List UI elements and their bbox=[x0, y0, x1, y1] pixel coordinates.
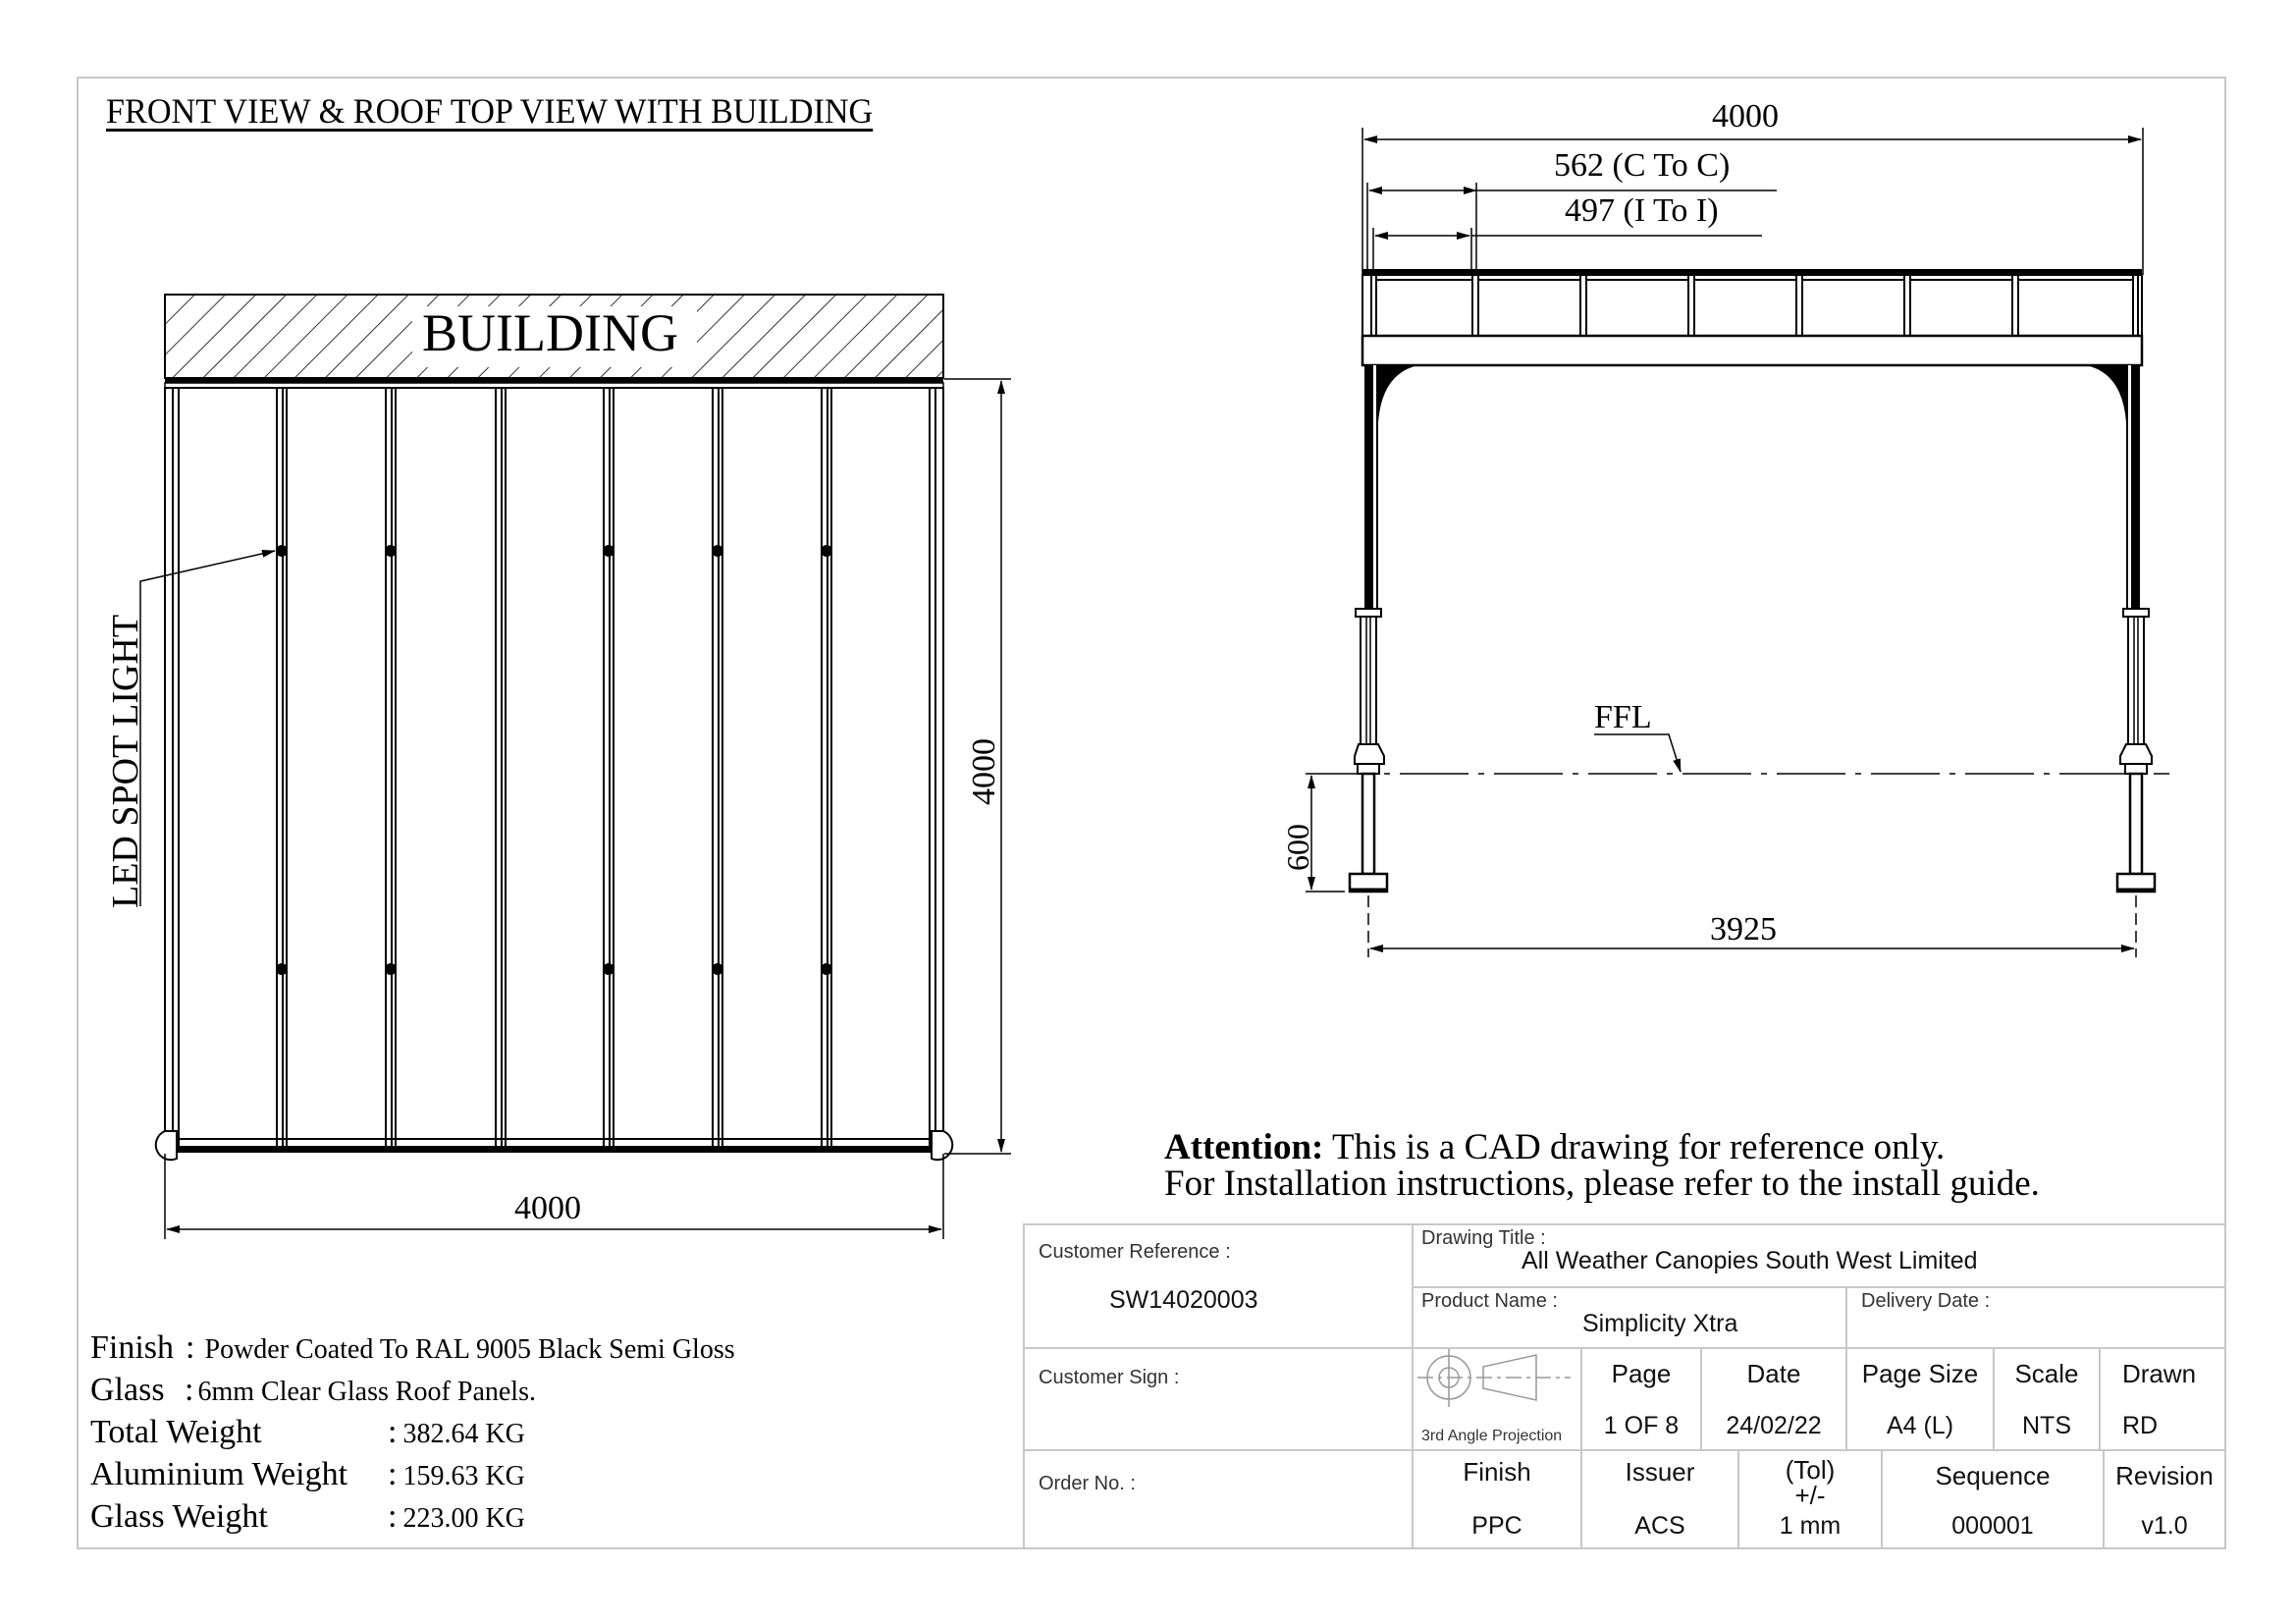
customer-sign-cell bbox=[1025, 1349, 1414, 1451]
glazing-bar bbox=[496, 388, 506, 1147]
page-size-value: A4 (L) bbox=[1886, 1412, 1954, 1439]
title-block bbox=[1023, 1223, 2226, 1549]
left-post bbox=[1350, 365, 1418, 892]
page-value: 1 OF 8 bbox=[1603, 1412, 1680, 1439]
drawing-title-cell bbox=[1414, 1225, 2226, 1288]
issuer-value: ACS bbox=[1634, 1512, 1685, 1540]
customer-reference-cell bbox=[1025, 1225, 1414, 1349]
finish-value: PPC bbox=[1471, 1512, 1522, 1540]
page-cell: Page 1 OF 8 bbox=[1582, 1349, 1702, 1451]
revision-cell: Revision v1.0 bbox=[2105, 1451, 2226, 1549]
spec-total-weight: Total Weight : 382.64 KG bbox=[90, 1414, 525, 1450]
drawn-cell: Drawn RD bbox=[2101, 1349, 2226, 1451]
delivery-date-label: Delivery Date : bbox=[1861, 1290, 1991, 1312]
date-cell: Date 24/02/22 bbox=[1702, 1349, 1847, 1451]
finish-cell: Finish PPC bbox=[1414, 1451, 1582, 1549]
customer-reference-label: Customer Reference : bbox=[1039, 1241, 1231, 1263]
projection-cell bbox=[1414, 1349, 1582, 1451]
c-to-c-dimension-label: 562 (C To C) bbox=[1554, 147, 1731, 184]
i-to-i-dimension-label: 497 (I To I) bbox=[1565, 192, 1719, 229]
gutter-beam bbox=[1362, 336, 2142, 365]
roof-depth-dimension-label: 4000 bbox=[966, 738, 1002, 805]
glazing-bar bbox=[713, 388, 722, 1147]
glazing-bar bbox=[277, 388, 287, 1147]
sheet-title: FRONT VIEW & ROOF TOP VIEW WITH BUILDING bbox=[106, 91, 874, 131]
tolerance-cell: (Tol) +/- 1 mm bbox=[1739, 1451, 1883, 1549]
projection-label: 3rd Angle Projection bbox=[1421, 1428, 1563, 1444]
drawing-title-value: All Weather Canopies South West Limited bbox=[1522, 1247, 1978, 1274]
delivery-date-cell bbox=[1847, 1288, 2226, 1349]
ffl-label: FFL bbox=[1594, 699, 1652, 735]
sequence-value: 000001 bbox=[1951, 1512, 2034, 1540]
glazing-bar bbox=[822, 388, 831, 1147]
tolerance-value: 1 mm bbox=[1779, 1512, 1842, 1540]
drawing-title-label: Drawing Title : bbox=[1421, 1227, 1546, 1249]
spec-glass: Glass : 6mm Clear Glass Roof Panels. bbox=[90, 1372, 536, 1408]
overall-width-dimension-label: 4000 bbox=[1712, 98, 1779, 135]
glazing-bar bbox=[386, 388, 396, 1147]
building-label: BUILDING bbox=[422, 303, 678, 362]
led-leader bbox=[140, 551, 275, 906]
customer-reference-value: SW14020003 bbox=[1109, 1286, 1258, 1314]
roof-width-dimension-label: 4000 bbox=[514, 1190, 581, 1226]
glazing-bar bbox=[604, 388, 614, 1147]
order-no-label: Order No. : bbox=[1039, 1473, 1136, 1494]
product-name-cell bbox=[1414, 1288, 1847, 1349]
glazing-bar bbox=[173, 388, 179, 1147]
order-no-cell bbox=[1025, 1451, 1414, 1549]
drawn-value: RD bbox=[2122, 1412, 2159, 1439]
sequence-cell: Sequence 000001 bbox=[1883, 1451, 2105, 1549]
product-name-label: Product Name : bbox=[1421, 1290, 1558, 1312]
front-view bbox=[1306, 128, 2169, 957]
corner-posts bbox=[156, 1131, 953, 1160]
spec-glass-weight: Glass Weight : 223.00 KG bbox=[90, 1498, 525, 1535]
led-spot-lights bbox=[276, 545, 832, 975]
scale-cell: Scale NTS bbox=[1995, 1349, 2101, 1451]
page-size-cell: Page Size A4 (L) bbox=[1847, 1349, 1995, 1451]
revision-value: v1.0 bbox=[2141, 1512, 2188, 1540]
scale-value: NTS bbox=[2022, 1412, 2071, 1439]
ffl-leader bbox=[1594, 734, 1681, 772]
product-name-value: Simplicity Xtra bbox=[1582, 1310, 1738, 1337]
spec-notes bbox=[90, 1327, 735, 1539]
spec-aluminium-weight: Aluminium Weight : 159.63 KG bbox=[90, 1456, 525, 1492]
footing-depth-label: 600 bbox=[1280, 824, 1315, 871]
right-post bbox=[2086, 365, 2155, 892]
led-spot-light-label: LED SPOT LIGHT bbox=[105, 614, 146, 908]
issuer-cell: Issuer ACS bbox=[1582, 1451, 1739, 1549]
glazing-bar bbox=[930, 388, 935, 1147]
date-value: 24/02/22 bbox=[1726, 1412, 1822, 1439]
spec-finish: Finish : Powder Coated To RAL 9005 Black Semi Gloss bbox=[90, 1329, 735, 1366]
post-span-label: 3925 bbox=[1710, 911, 1777, 947]
roof-top-view bbox=[140, 295, 1011, 1239]
customer-sign-label: Customer Sign : bbox=[1039, 1367, 1180, 1388]
attention-notice: Attention: This is a CAD drawing for reference only. For Installation instructions, please refer to the install guide. bbox=[1164, 1127, 2040, 1204]
